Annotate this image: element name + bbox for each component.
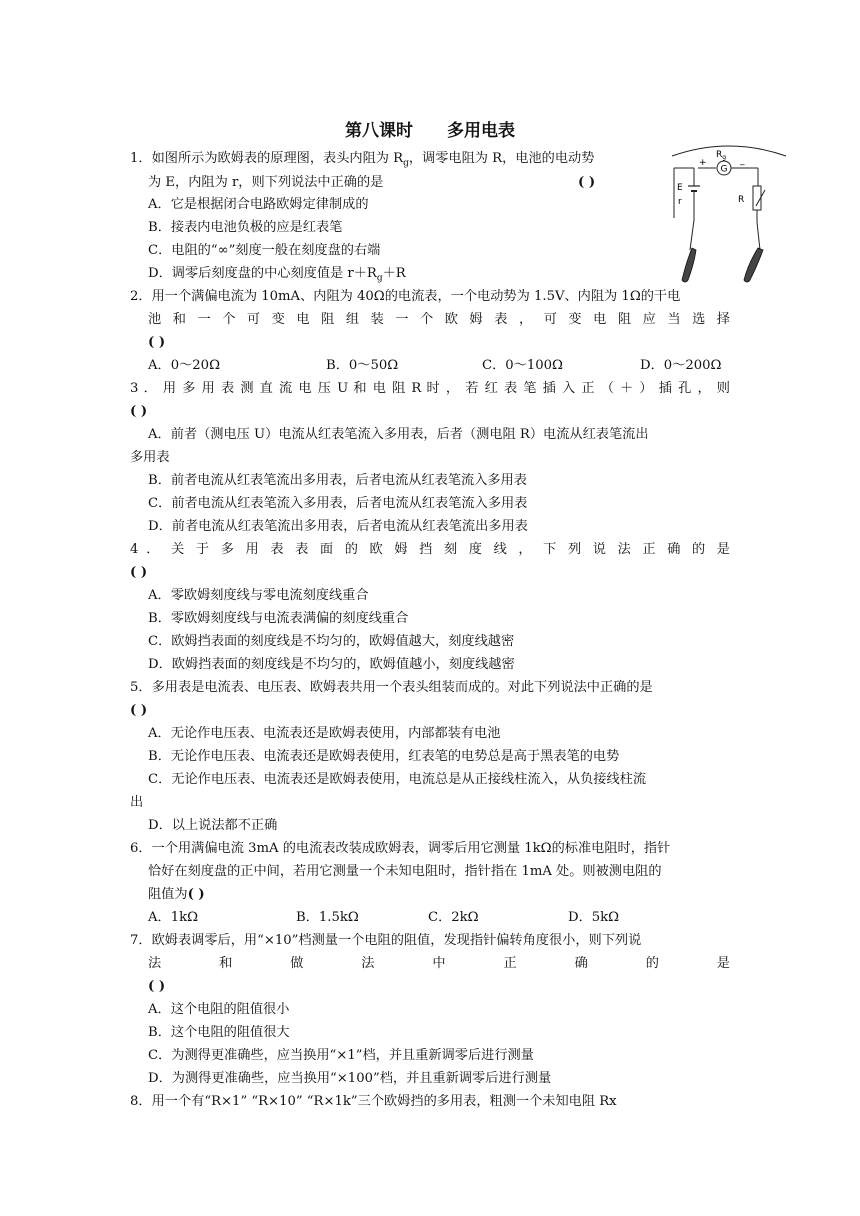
q2-option-d: D．0～200Ω <box>640 358 722 373</box>
q3-option-d: D．前者电流从红表笔流出多用表，后者电流从红表笔流出多用表 <box>148 519 528 534</box>
q2-option-c: C．0～100Ω <box>482 358 563 373</box>
svg-text:R: R <box>738 195 745 205</box>
q3-answer-paren: ( ) <box>130 404 148 419</box>
q5-option-b: B．无论作电压表、电流表还是欧姆表使用，红表笔的电势总是高于黑表笔的电势 <box>148 749 620 764</box>
q2-answer-paren: ( ) <box>148 335 166 350</box>
svg-text:r: r <box>678 197 682 207</box>
lesson-topic: 多用电表 <box>447 121 515 141</box>
q1-option-c: C．电阻的“∞”刻度一般在刻度盘的右端 <box>148 243 381 258</box>
q4-stem-line1: 4 ． 关 于 多 用 表 表 面 的 欧 姆 挡 刻 度 线 ， 下 列 说 法 正 确 的 是 <box>130 542 730 557</box>
q7-stem-line2: 法 和 做 法 中 正 确 的 是 <box>148 956 730 971</box>
svg-text:G: G <box>720 164 728 175</box>
q1-option-b: B．接表内电池负极的应是红表笔 <box>148 220 343 235</box>
q4-option-d: D．欧姆挡表面的刻度线是不均匀的，欧姆值越小，刻度线越密 <box>148 657 515 672</box>
red-probe-icon <box>682 248 696 282</box>
q6-stem-line3: 阻值为( ) <box>148 887 205 902</box>
svg-text:_: _ <box>740 156 745 166</box>
q6-option-c: C．2kΩ <box>428 910 479 925</box>
q4-answer-paren: ( ) <box>130 565 148 580</box>
q7-option-c: C．为测得更准确些，应当换用“×1”档，并且重新调零后进行测量 <box>148 1048 534 1063</box>
q6-stem-line1: 6．一个用满偏电流 3mA 的电流表改装成欧姆表，调零后用它测量 1kΩ的标准电阻时，指针 <box>130 841 671 856</box>
ohmmeter-circuit-diagram <box>668 138 790 288</box>
q6-stem-line2: 恰好在刻度盘的正中间，若用它测量一个未知电阻时，指针指在 1mA 处。则被测电阻的 <box>148 864 662 879</box>
q4-option-a: A．零欧姆刻度线与零电流刻度线重合 <box>148 588 369 603</box>
q1-stem-line2: 为 E，内阻为 r，则下列说法中正确的是 <box>148 175 384 190</box>
q7-stem-line1: 7．欧姆表调零后，用“×10”档测量一个电阻的阻值，发现指针偏转角度很小，则下列说 <box>130 933 642 948</box>
q5-option-c-line1: C．无论作电压表、电流表还是欧姆表使用，电流总是从正接线柱流入，从负接线柱流 <box>148 772 647 787</box>
q7-answer-paren: ( ) <box>148 979 166 994</box>
q1-answer-paren: ( ) <box>578 175 596 190</box>
q6-option-b: B．1.5kΩ <box>296 910 359 925</box>
q2-option-b: B．0～50Ω <box>326 358 399 373</box>
q5-option-d: D．以上说法都不正确 <box>148 818 278 833</box>
q6-option-a: A．1kΩ <box>148 910 199 925</box>
svg-text:+: + <box>699 158 707 168</box>
svg-text:Rg: $R_g$ <box>716 150 727 161</box>
q1-stem-line1: 1．如图所示为欧姆表的原理图，表头内阻为 $R_g$，调零电阻为 R，电池的电动势 <box>130 151 595 169</box>
lesson-number: 第八课时 <box>345 121 413 141</box>
q4-option-c: C．欧姆挡表面的刻度线是不均匀的，欧姆值越大，刻度线越密 <box>148 634 515 649</box>
q3-option-b: B．前者电流从红表笔流出多用表，后者电流从红表笔流入多用表 <box>148 473 527 488</box>
q5-answer-paren: ( ) <box>130 703 148 718</box>
q3-option-a-line1: A．前者（测电压 U）电流从红表笔流入多用表，后者（测电阻 R）电流从红表笔流出 <box>148 427 649 442</box>
q7-option-d: D．为测得更准确些，应当换用“×100”档，并且重新调零后进行测量 <box>148 1071 552 1086</box>
q4-option-b: B．零欧姆刻度线与电流表满偏的刻度线重合 <box>148 611 409 626</box>
q5-option-a: A．无论作电压表、电流表还是欧姆表使用，内部都装有电池 <box>148 726 501 741</box>
black-probe-icon <box>744 248 763 282</box>
q7-option-a: A．这个电阻的阻值很小 <box>148 1002 290 1017</box>
q1-option-a: A．它是根据闭合电路欧姆定律制成的 <box>148 197 369 212</box>
q6-answer-paren: ( ) <box>187 887 205 902</box>
q5-option-c-line2: 出 <box>130 795 144 810</box>
q8-stem-line1: 8．用一个有“R×1” “R×10” “R×1k”三个欧姆挡的多用表，粗测一个未知电阻 Rx <box>130 1094 617 1109</box>
q7-option-b: B．这个电阻的阻值很大 <box>148 1025 290 1040</box>
q1-option-d: D．调零后刻度盘的中心刻度值是 $r+R_g+R$ <box>148 266 406 284</box>
svg-text:E: E <box>677 183 683 193</box>
q2-stem-line1: 2．用一个满偏电流为 10mA、内阻为 40Ω的电流表，一个电动势为 1.5V、内阻为 1Ω的干电 <box>130 289 681 304</box>
q3-option-a-line2: 多用表 <box>130 450 170 465</box>
q6-option-d: D．5kΩ <box>568 910 620 925</box>
q3-stem-line1: 3 ． 用 多 用 表 测 直 流 电 压 U 和 电 阻 R 时 ， 若 红 表 笔 插 入 正 （ ＋ ） 插 孔 ， 则 <box>130 381 730 396</box>
q2-stem-line2: 池 和 一 个 可 变 电 阻 组 装 一 个 欧 姆 表 ， 可 变 电 阻 应 当 选 择 <box>148 312 730 327</box>
q3-option-c: C．前者电流从红表笔流入多用表，后者电流从红表笔流入多用表 <box>148 496 528 511</box>
q2-option-a: A．0～20Ω <box>148 358 221 373</box>
q5-stem-line1: 5．多用表是电流表、电压表、欧姆表共用一个表头组装而成的。对此下列说法中正确的是 <box>130 680 653 695</box>
